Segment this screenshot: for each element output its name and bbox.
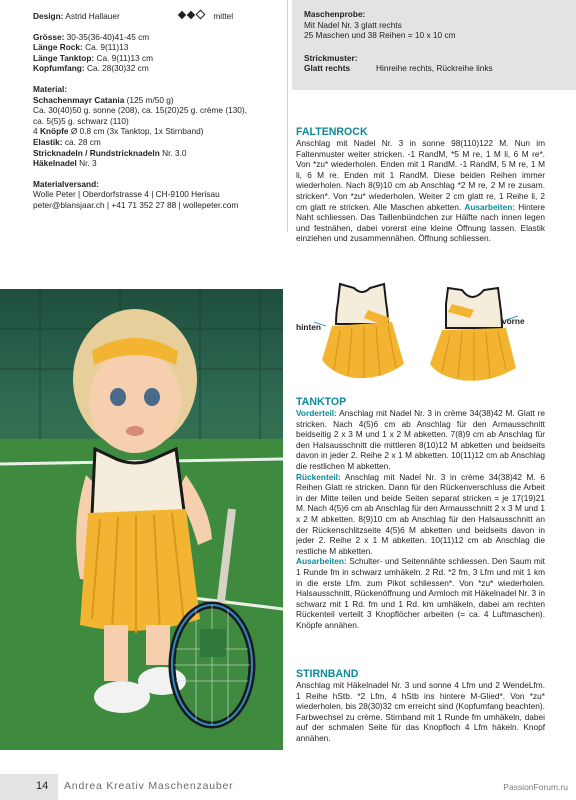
material-hook: Häkelnadel Nr. 3 (33, 158, 97, 169)
material-elastic: Elastik: ca. 28 cm (33, 136, 101, 147)
designer-name: Astrid Hallauer (65, 11, 120, 21)
watermark: PassionForum.ru (503, 782, 568, 792)
section-heading: FALTENROCK (296, 126, 368, 138)
material-yarn: Schachenmayr Catania (125 m/50 g) (33, 94, 174, 105)
section-tanktop (296, 396, 545, 630)
difficulty-diamond-filled-icon (187, 11, 195, 19)
publication-title: Andrea Kreativ Maschenzauber (64, 780, 234, 792)
section-text: Vorderteil: Anschlag mit Nadel Nr. 3 in crème 34(38)42 M. Glatt re stricken. Nach 4(5)6 cm ab Anschlag für den Armausschnitt beidseitig 2 x 3 M und 1 x 2 M abketten. 7(8)9 cm ab Anschlag für den Halsausschnitt die mittleren 8(10)12 M abketten und beidseits davon in jeder 2. Reihe 2 x 1 M abketten. 10(11)12 cm ab Anschlag die restlichen M abketten. (296, 408, 545, 471)
section-stirnband (296, 668, 545, 744)
supply-address: Wolle Peter | Oberdorfstrasse 4 | CH-9100 Herisau (33, 189, 220, 200)
size-row: Grösse: 30-35(36-40)41-45 cm (33, 31, 150, 42)
pattern-row: Glatt rechts Hinreihe rechts, Rückreihe links (304, 63, 493, 74)
page-number: 14 (36, 780, 49, 792)
supply-heading: Materialversand: (33, 178, 99, 189)
material-line: Ca. 30(40)50 g. sonne (208), ca. 15(20)25 g. crème (130), (33, 105, 247, 116)
section-faltenrock (296, 126, 545, 244)
section-text: Anschlag mit Häkelnadel Nr. 3 und sonne 4 Lfm und 2 WendeLfm. 1 Reihe hStb. *2 Lfm, 4 hStb ins hintere M-Glied*. Von *zu* wiederholen, bis 28(30)32 cm erreicht sind (Kopfumfang beachten). Farbwechsel zu crème. Stirnband mit 1 Runde fm umhäkeln, dabei auf der schmalen Seite für das Knopfloch 4 Lfm häkeln. Knopf annähen. (296, 680, 545, 743)
info-column (33, 11, 281, 211)
doll-tennis-image (0, 289, 283, 750)
garment-front-image (430, 288, 516, 381)
difficulty-rating (179, 11, 233, 22)
gauge-heading: Maschenprobe: (304, 9, 366, 19)
gauge-box (292, 0, 576, 90)
material-line: ca. 5(5)5 g. schwarz (110) (33, 115, 129, 126)
design-line (33, 11, 281, 22)
section-heading: STIRNBAND (296, 668, 359, 680)
difficulty-label: mittel (213, 11, 234, 21)
difficulty-diamond-filled-icon (178, 11, 186, 19)
supply-contact: peter@blansjaar.ch | +41 71 352 27 88 | wollepeter.com (33, 199, 239, 210)
gauge-line: Mit Nadel Nr. 3 glatt rechts (304, 19, 402, 30)
size-row: Länge Tanktop: Ca. 9(11)13 cm (33, 52, 154, 63)
difficulty-diamond-empty-icon (196, 10, 206, 20)
section-text: Anschlag mit Nadel Nr. 3 in sonne 98(110)122 M. Nun im Faltenmuster weiter stricken. -1 RandM, *5 M re, 1 M li, 6 M re*. Von *zu* wiederholen. Enden mit 1 RandM. -1 RandM, 5 M re, 1 M li, 6 M re. Enden mit 1 RandM. Diese beiden Reihen immer wiederholen. Nach 8(9)10 cm ab Anschlag *2 M re, 2 M re zusam. stricken*. Von *zu* wiederholen. Weiter 2 cm glatt re, 1 Reihe li, 2 cm glatt re stricken. Alle Maschen abketten. Ausarbeiten: Hintere Naht schliessen. Das Taillenbündchen zur Hälfte nach innen legen und festnähen, dabei vorerst eine kleine Öffnung lassen. Elastik einziehen und zusammennähen. Öffnung schliessen. (296, 138, 545, 244)
material-buttons: 4 Knöpfe Ø 0.8 cm (3x Tanktop, 1x Stirnband) (33, 126, 204, 137)
label-front: vorne (502, 316, 525, 326)
garment-illustration (292, 280, 552, 390)
gauge-line: 25 Maschen und 38 Reihen = 10 x 10 cm (304, 30, 456, 41)
material-needles: Stricknadeln / Rundstricknadeln Nr. 3.0 (33, 147, 187, 158)
doll-photo (0, 289, 283, 750)
pattern-heading: Strickmuster: (304, 52, 358, 63)
column-divider (287, 0, 288, 232)
garment-photos (292, 280, 552, 390)
page-number-box (0, 774, 58, 800)
size-row: Länge Rock: Ca. 9(11)13 (33, 42, 129, 53)
section-text: Ausarbeiten: Schulter- und Seitennähte schliessen. Den Saum mit 1 Runde fm in schwarz umhäkeln. 2 Rd. *2 fm, 3 Lfm und mit 1 km in die erste Lfm. zum Pikot schliessen*. Von *zu* wiederholen. Halsausschnitt, Rückenöffnung und Armloch mit Häkelnadel Nr. 3 in schwarz mit 1 Rd. fm und 1 Rd. km umhäkeln, dabei am rechten Rückenteil verteilt 3 Knopflöcher arbeiten (= ca. 4 Luftmaschen). Knöpfe annähen. (296, 556, 545, 630)
section-heading: TANKTOP (296, 396, 347, 408)
section-text: Rückenteil: Anschlag mit Nadel Nr. 3 in crème 34(38)42 M. 6 Reihen Glatt re stricken. Dann für den Rückenverschluss die Arbeit in der Mitte teilen und beide Seiten separat stricken = je 17(19)21 M. Nach 4(5)6 cm ab Anschlag für den Armausschnitt 2 x 3 M und 1 x 2 M abketten. 8(9)10 cm ab Anschlag für den Halsausschnitt an der Rückenschlitzseite 4(5)6 M abketten und beidseits davon in jeder 2. Reihe 2 x 1 M abketten. 10(11)12 cm ab Anschlag die restliche M abketten. (296, 471, 545, 556)
label-back: hinten (296, 322, 321, 332)
design-label: Design: (33, 11, 64, 21)
page-footer (0, 774, 576, 800)
garment-back-image (322, 284, 404, 378)
size-row: Kopfumfang: Ca. 28(30)32 cm (33, 63, 149, 74)
material-heading: Material: (33, 83, 68, 94)
